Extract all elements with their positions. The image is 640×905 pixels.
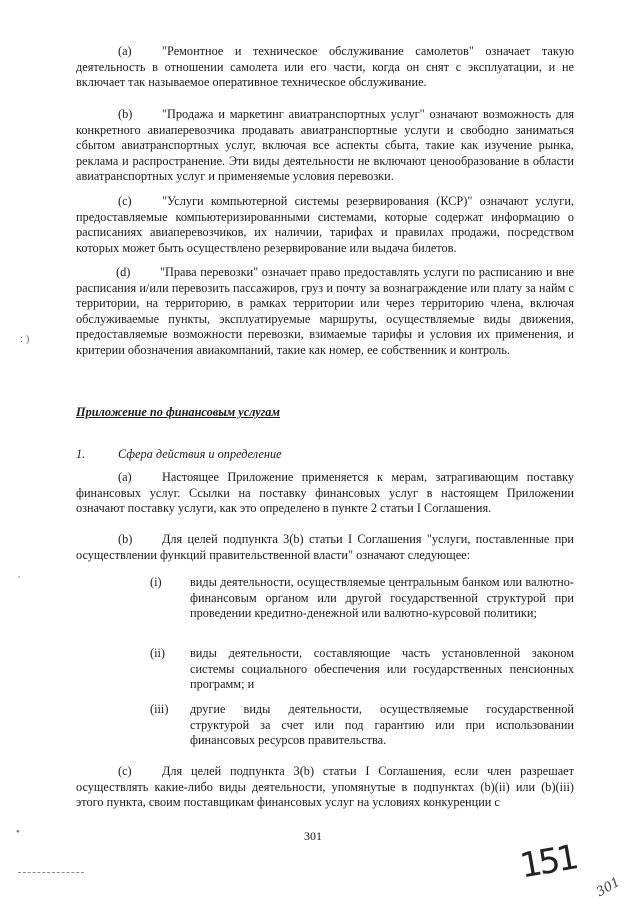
subitem-text: другие виды деятельности, осуществляемые государственной структурой за счет или под гарантию или при использовании финансовых ресурсов правительства. xyxy=(190,702,574,748)
paragraph-label: (c) xyxy=(118,194,132,208)
paragraph-b xyxy=(76,107,574,185)
section1-paragraph-c xyxy=(76,764,574,811)
subitem-label: (iii) xyxy=(150,702,169,716)
paragraph-a xyxy=(76,44,574,91)
handwritten-corner-number: 301 xyxy=(593,874,623,901)
subitem-label: (ii) xyxy=(150,646,166,660)
paragraph-text: "Ремонтное и техническое обслуживание самолетов" означает такую деятельность в отношении самолета или его части, когда он снят с эксплуатации, и не включает так называемое оперативное техническое обслуживание. xyxy=(76,44,574,90)
section-heading xyxy=(76,447,282,462)
paragraph-label: (c) xyxy=(118,764,132,778)
paragraph-text: Для целей подпункта 3(b) статьи I Соглашения, если член разрешает осуществлять какие-либо виды деятельности, упомянутые в подпунктах (b)(ii) или (b)(iii) этого пункта, своим поставщикам финансовых услуг на условиях конкуренции с xyxy=(76,764,574,810)
margin-mark: • xyxy=(16,826,20,838)
paragraph-label: (b) xyxy=(118,107,133,121)
paragraph-text: "Услуги компьютерной системы резервирования (КСР)" означают услуги, предоставляемые компьютеризированными системами, которые содержат информацию о расписаниях авиаперевозчиков, их наличии, тарифах и правилах продажи, посредством которых может быть осуществлено резервирование или выдача билетов. xyxy=(76,194,574,255)
margin-mark: : ) xyxy=(20,333,30,345)
section-number: 1. xyxy=(76,447,86,461)
paragraph-text: Настоящее Приложение применяется к мерам, затрагивающим поставку финансовых услуг. Ссылки на поставку финансовых услуг в настоящем Приложении означают поставку услуги, как это определено в пункте 2 статьи I Соглашения. xyxy=(76,470,574,516)
scan-artifact-line xyxy=(18,872,84,873)
paragraph-label: (a) xyxy=(118,44,132,58)
paragraph-text: "Права перевозки" означает право предоставлять услуги по расписанию и вне расписания и/или перевозить пассажиров, груз и почту за вознаграждение или плату за найм с территории, на территорию, в рамках территории или через территорию члена, включая обслуживаемые пункты, эксплуатируемые маршруты, осуществляемые виды движения, предоставляемые возможности перевозки, взимаемые тарифы и условия их применения, и критерии обозначения авиакомпаний, такие как номер, ее собственник и контроль. xyxy=(76,265,574,357)
paragraph-label: (a) xyxy=(118,470,132,484)
paragraph-d xyxy=(76,265,574,359)
annex-heading: Приложение по финансовым услугам xyxy=(76,405,280,419)
subitem-text: виды деятельности, осуществляемые центральным банком или валютно-финансовым органом или другой государственной структурой при проведении кредитно-денежной или валютно-курсовой политики; xyxy=(190,575,574,621)
subitem-text: виды деятельности, составляющие часть установленной законом системы социального обеспечения или государственных пенсионных программ; и xyxy=(190,646,574,692)
section1-paragraph-b xyxy=(76,532,574,563)
paragraph-label: (d) xyxy=(116,265,131,279)
paragraph-label: (b) xyxy=(118,532,133,546)
section1-paragraph-a xyxy=(76,470,574,517)
page-number: 301 xyxy=(304,829,322,843)
subitem-label: (i) xyxy=(150,575,162,589)
paragraph-text: Для целей подпункта 3(b) статьи I Соглашения "услуги, поставленные при осуществлении функций правительственной власти" означают следующее: xyxy=(76,532,574,562)
margin-mark: ' xyxy=(18,574,20,586)
handwritten-number: 151 xyxy=(516,837,579,887)
paragraph-c xyxy=(76,194,574,256)
paragraph-text: "Продажа и маркетинг авиатранспортных услуг" означают возможность для конкретного авиаперевозчика продавать авиатранспортные услуги и свободно заниматься сбытом авиатранспортных услуг, включая все аспекты сбыта, такие как изучение рынка, реклама и распространение. Эти виды деятельности не включают ценообразование в области авиатранспортных услуг и применяемые условия перевозки. xyxy=(76,107,574,184)
section-title: Сфера действия и определение xyxy=(118,447,282,461)
